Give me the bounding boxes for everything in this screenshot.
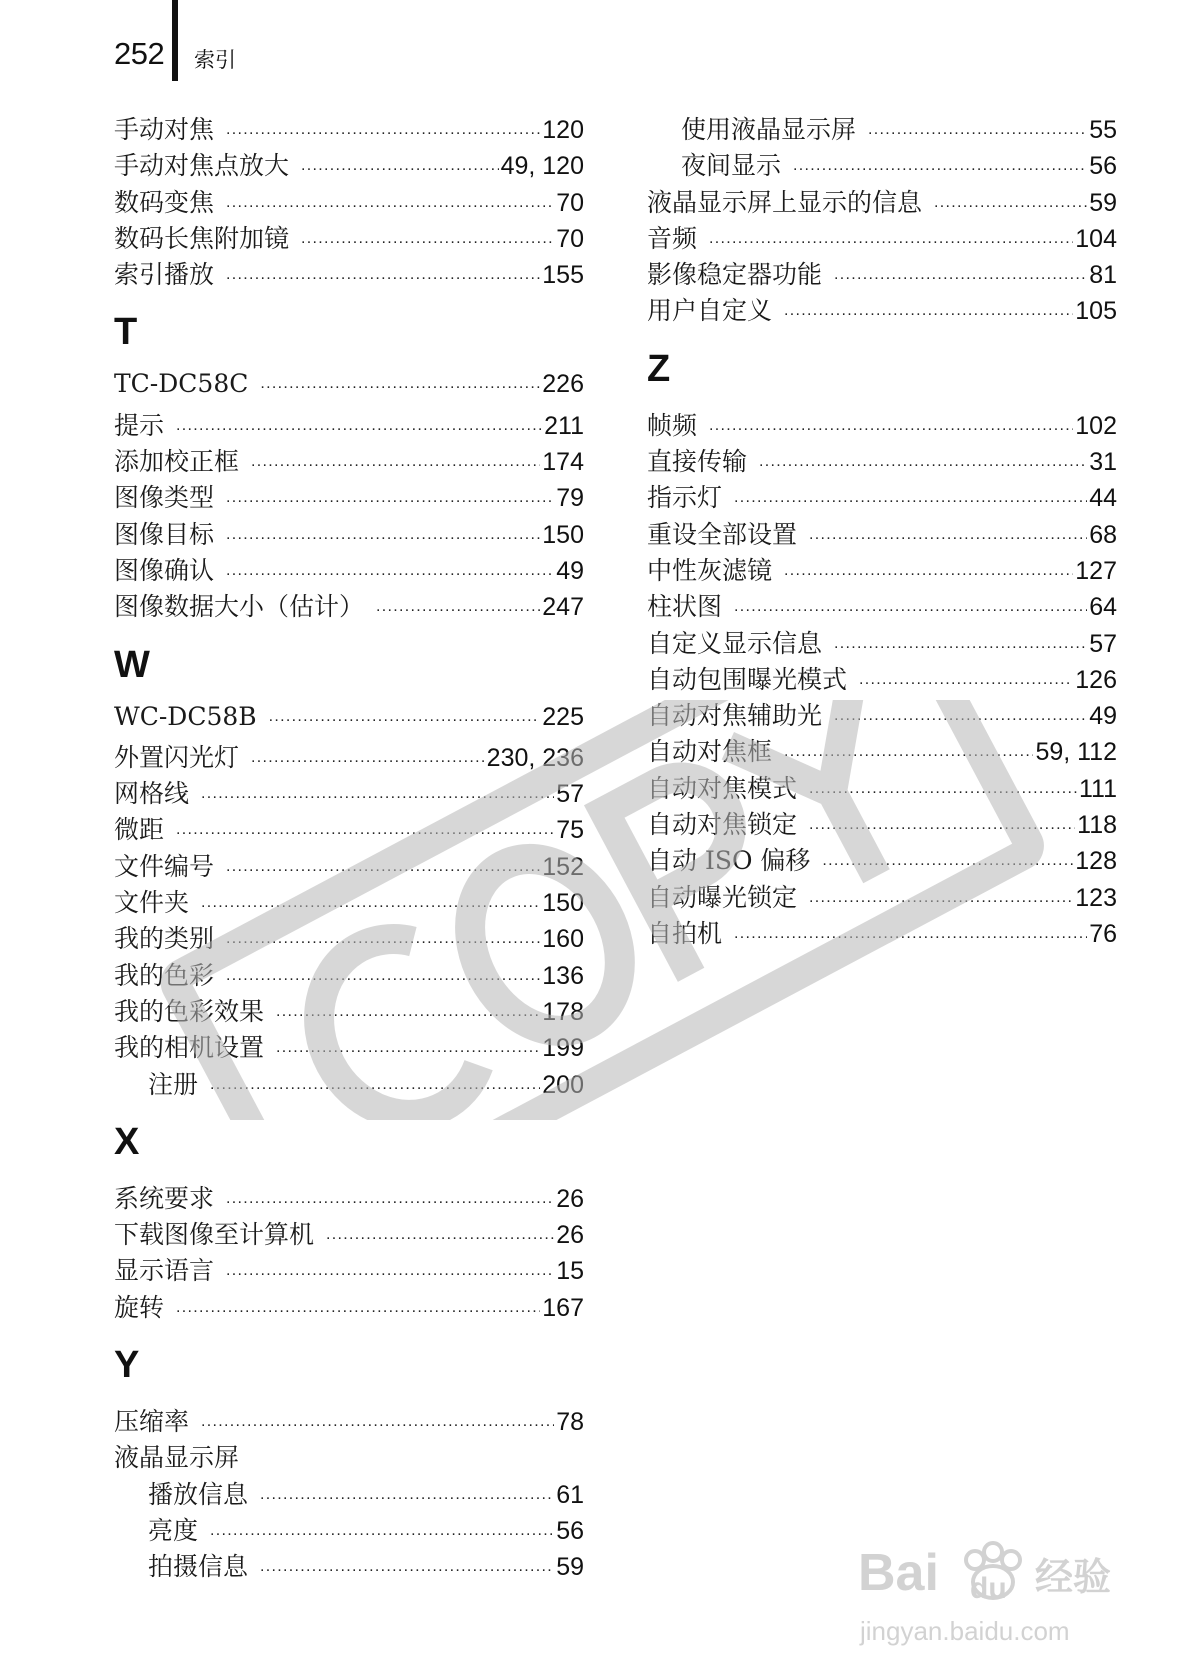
entry-term: WC-DC58B <box>114 701 257 731</box>
entry-term: 添加校正框 <box>114 447 240 477</box>
dot-leader <box>276 1003 540 1021</box>
dot-leader <box>176 1299 540 1317</box>
entry-term: 夜间显示 <box>681 151 782 181</box>
dot-leader <box>251 453 540 471</box>
entry-term: 自拍机 <box>647 918 723 948</box>
index-entry <box>114 738 584 774</box>
index-entry <box>114 551 584 587</box>
index-entry <box>647 478 1117 514</box>
entry-term: 中性灰滤镜 <box>647 555 773 585</box>
index-entry <box>647 219 1117 255</box>
entry-term: 微距 <box>114 815 165 845</box>
entry-page-number: 104 <box>1075 224 1117 253</box>
entry-page-number: 200 <box>542 1070 584 1099</box>
dot-leader <box>269 708 541 726</box>
entry-term: 图像确认 <box>114 555 215 585</box>
index-letter-heading: X <box>114 1120 140 1163</box>
entry-term: 提示 <box>114 410 165 440</box>
entry-page-number: 155 <box>542 261 584 290</box>
index-entry <box>647 255 1117 291</box>
dot-leader <box>201 1413 554 1431</box>
entry-page-number: 75 <box>556 816 584 845</box>
entry-page-number: 118 <box>1077 811 1117 840</box>
entry-page-number: 26 <box>556 1184 584 1213</box>
dot-leader <box>822 852 1073 870</box>
index-column-right <box>647 110 1117 950</box>
entry-term: 自定义显示信息 <box>647 628 823 658</box>
dot-leader <box>226 1190 554 1208</box>
index-subentry <box>647 146 1117 182</box>
index-entry <box>114 1215 584 1251</box>
dot-leader <box>809 526 1087 544</box>
section-title: 索引 <box>194 48 236 72</box>
entry-page-number: 247 <box>542 593 584 622</box>
entry-term: 音频 <box>647 223 698 253</box>
entry-term: 自动包围曝光模式 <box>647 664 848 694</box>
dot-leader <box>176 821 554 839</box>
dot-leader <box>809 816 1075 834</box>
entry-page-number: 76 <box>1089 919 1117 948</box>
dot-leader <box>251 749 485 767</box>
entry-term: 自动对焦框 <box>647 737 773 767</box>
index-entry <box>114 255 584 291</box>
dot-leader <box>210 1522 554 1540</box>
entry-page-number: 59, 112 <box>1035 738 1117 767</box>
index-entry <box>647 587 1117 623</box>
dot-leader <box>226 121 540 139</box>
entry-term: 我的色彩 <box>114 960 215 990</box>
entry-term: 手动对焦点放大 <box>114 151 290 181</box>
entry-term: 图像目标 <box>114 519 215 549</box>
dot-leader <box>226 930 540 948</box>
index-entry <box>647 805 1117 841</box>
index-subentry <box>647 110 1117 146</box>
baidu-du: du <box>970 1572 1007 1605</box>
entry-term: 液晶显示屏 <box>114 1443 240 1473</box>
entry-page-number: 230, 236 <box>486 743 584 772</box>
dot-leader <box>201 894 540 912</box>
entry-term: 影像稳定器功能 <box>647 260 823 290</box>
entry-page-number: 49 <box>1089 702 1117 731</box>
entry-page-number: 105 <box>1075 297 1117 326</box>
dot-leader <box>709 417 1073 435</box>
dot-leader <box>784 562 1073 580</box>
index-subentry <box>114 1475 584 1511</box>
dot-leader <box>784 302 1073 320</box>
dot-leader <box>859 671 1073 689</box>
entry-term: 拍摄信息 <box>148 1552 249 1582</box>
entry-term: 自动对焦辅助光 <box>647 701 823 731</box>
index-entry <box>114 702 584 738</box>
entry-page-number: 160 <box>542 925 584 954</box>
entry-term: 使用液晶显示屏 <box>681 115 857 144</box>
index-subentry <box>114 1065 584 1101</box>
entry-term: 显示语言 <box>114 1256 215 1286</box>
dot-leader <box>301 157 499 175</box>
index-entry <box>114 478 584 514</box>
entry-term: 外置闪光灯 <box>114 742 240 772</box>
dot-leader <box>326 1226 554 1244</box>
entry-term: 自动对焦锁定 <box>647 810 798 840</box>
index-entry <box>647 914 1117 950</box>
index-letter-heading: W <box>114 643 150 686</box>
entry-page-number: 59 <box>556 1553 584 1582</box>
entry-page-number: 68 <box>1089 520 1117 549</box>
entry-term: 系统要求 <box>114 1183 215 1213</box>
index-entry <box>647 442 1117 478</box>
entry-term: 文件编号 <box>114 851 215 881</box>
index-entry <box>114 442 584 478</box>
dot-leader <box>176 417 542 435</box>
dot-leader <box>793 157 1087 175</box>
entry-page-number: 26 <box>556 1221 584 1250</box>
index-entry <box>647 551 1117 587</box>
entry-page-number: 79 <box>556 484 584 513</box>
index-entry <box>114 847 584 883</box>
index-letter-heading: Z <box>647 347 671 390</box>
entry-term: 指示灯 <box>647 483 723 513</box>
index-entry <box>647 696 1117 732</box>
entry-page-number: 167 <box>542 1293 584 1322</box>
entry-term: 直接传输 <box>647 447 748 477</box>
entry-page-number: 49 <box>556 556 584 585</box>
entry-term: 播放信息 <box>148 1479 249 1509</box>
entry-term: 我的类别 <box>114 924 215 954</box>
index-column-left <box>114 110 584 1584</box>
entry-term: 下载图像至计算机 <box>114 1220 315 1250</box>
dot-leader <box>734 489 1087 507</box>
dot-leader <box>226 858 540 876</box>
entry-page-number: 102 <box>1075 411 1117 440</box>
index-entry <box>114 515 584 551</box>
index-entry <box>114 369 584 405</box>
entry-page-number: 49, 120 <box>500 152 584 181</box>
index-entry <box>114 1028 584 1064</box>
dot-leader <box>834 266 1087 284</box>
dot-leader <box>834 707 1087 725</box>
entry-term: 网格线 <box>114 779 190 809</box>
index-entry <box>114 110 584 146</box>
entry-term: 液晶显示屏上显示的信息 <box>647 187 923 217</box>
index-entry <box>647 624 1117 660</box>
dot-leader <box>226 967 540 985</box>
index-entry <box>114 883 584 919</box>
index-entry <box>114 774 584 810</box>
entry-page-number: 225 <box>542 702 584 731</box>
entry-term: 帧频 <box>647 410 698 440</box>
baidu-wordmark: Bai <box>858 1544 939 1602</box>
baidu-jingyan-text: 经验 <box>1035 1555 1112 1599</box>
entry-term: 图像类型 <box>114 483 215 513</box>
entry-page-number: 57 <box>1089 629 1117 658</box>
index-entry <box>114 956 584 992</box>
entry-term: 自动 ISO 偏移 <box>647 846 811 876</box>
dot-leader <box>226 562 554 580</box>
dot-leader <box>260 1558 554 1576</box>
index-entry <box>114 146 584 182</box>
dot-leader <box>784 743 1033 761</box>
entry-page-number: 61 <box>556 1480 584 1509</box>
entry-term: 数码长焦附加镜 <box>114 223 290 253</box>
entry-page-number: 136 <box>542 961 584 990</box>
entry-term: 自动曝光锁定 <box>647 882 798 912</box>
dot-leader <box>376 598 540 616</box>
baidu-url: jingyan.baidu.com <box>860 1616 1070 1646</box>
dot-leader <box>809 780 1077 798</box>
entry-page-number: 211 <box>544 411 584 440</box>
entry-term: 文件夹 <box>114 888 190 918</box>
index-entry <box>114 406 584 442</box>
entry-page-number: 126 <box>1075 665 1117 694</box>
baidu-jingyan-logo <box>850 1520 1150 1660</box>
dot-leader <box>260 375 540 393</box>
entry-term: 压缩率 <box>114 1407 190 1437</box>
index-entry <box>647 878 1117 914</box>
index-entry <box>114 1179 584 1215</box>
index-entry <box>647 660 1117 696</box>
entry-page-number: 120 <box>542 116 584 144</box>
index-entry <box>647 841 1117 877</box>
index-entry <box>114 992 584 1028</box>
index-entry <box>114 1288 584 1324</box>
dot-leader <box>226 194 554 212</box>
dot-leader <box>276 1039 540 1057</box>
entry-term: 注册 <box>148 1069 199 1099</box>
entry-page-number: 78 <box>556 1408 584 1437</box>
entry-page-number: 128 <box>1075 847 1117 876</box>
entry-page-number: 174 <box>542 448 584 477</box>
entry-page-number: 199 <box>542 1034 584 1063</box>
dot-leader <box>301 230 554 248</box>
index-subentry <box>114 1511 584 1547</box>
index-entry <box>114 810 584 846</box>
entry-term: 索引播放 <box>114 260 215 290</box>
dot-leader <box>834 635 1087 653</box>
entry-page-number: 70 <box>556 188 584 217</box>
index-entry <box>114 1402 584 1438</box>
dot-leader <box>201 785 554 803</box>
dot-leader <box>260 1486 554 1504</box>
entry-term: 亮度 <box>148 1515 199 1545</box>
entry-term: 自动对焦模式 <box>647 773 798 803</box>
dot-leader <box>226 526 540 544</box>
index-entry <box>114 1438 584 1474</box>
entry-page-number: 150 <box>542 520 584 549</box>
dot-leader <box>226 489 554 507</box>
entry-page-number: 152 <box>542 852 584 881</box>
entry-term: 图像数据大小（估计） <box>114 592 365 622</box>
entry-page-number: 178 <box>542 997 584 1026</box>
index-letter-heading: T <box>114 311 138 354</box>
entry-page-number: 70 <box>556 224 584 253</box>
entry-term: 数码变焦 <box>114 187 215 217</box>
entry-term: 柱状图 <box>647 592 723 622</box>
entry-page-number: 44 <box>1089 484 1117 513</box>
index-entry <box>647 406 1117 442</box>
dot-leader <box>734 925 1087 943</box>
dot-leader <box>734 598 1087 616</box>
entry-page-number: 59 <box>1089 188 1117 217</box>
entry-page-number: 31 <box>1089 448 1117 477</box>
entry-page-number: 226 <box>542 370 584 399</box>
index-entry <box>647 732 1117 768</box>
entry-term: 旋转 <box>114 1292 165 1322</box>
entry-term: TC-DC58C <box>114 369 249 399</box>
entry-page-number: 64 <box>1089 593 1117 622</box>
entry-page-number: 55 <box>1089 116 1117 144</box>
dot-leader <box>226 266 540 284</box>
dot-leader <box>210 1076 540 1094</box>
entry-page-number: 15 <box>556 1257 584 1286</box>
header-divider <box>172 0 178 81</box>
index-entry <box>647 291 1117 327</box>
index-entry <box>114 183 584 219</box>
dot-leader <box>868 121 1087 139</box>
page-number: 252 <box>114 36 165 71</box>
entry-term: 手动对焦 <box>114 115 215 144</box>
entry-term: 重设全部设置 <box>647 519 798 549</box>
entry-term: 我的色彩效果 <box>114 996 265 1026</box>
entry-page-number: 81 <box>1089 261 1117 290</box>
dot-leader <box>809 889 1073 907</box>
entry-page-number: 56 <box>1089 152 1117 181</box>
entry-page-number: 127 <box>1075 556 1117 585</box>
entry-page-number: 123 <box>1075 883 1117 912</box>
index-letter-heading: Y <box>114 1344 140 1387</box>
entry-page-number: 56 <box>556 1516 584 1545</box>
entry-page-number: 57 <box>556 780 584 809</box>
index-entry <box>114 219 584 255</box>
paw-icon <box>966 1543 1020 1598</box>
index-entry <box>114 1251 584 1287</box>
index-entry <box>647 515 1117 551</box>
entry-page-number: 111 <box>1078 774 1117 803</box>
entry-page-number: 150 <box>542 889 584 918</box>
dot-leader <box>709 230 1073 248</box>
dot-leader <box>934 194 1087 212</box>
entry-term: 用户自定义 <box>647 296 773 326</box>
index-entry <box>647 769 1117 805</box>
index-subentry <box>114 1547 584 1583</box>
dot-leader <box>226 1262 554 1280</box>
index-entry <box>114 919 584 955</box>
page-header <box>114 0 414 82</box>
index-entry <box>114 587 584 623</box>
index-entry <box>647 183 1117 219</box>
entry-term: 我的相机设置 <box>114 1033 265 1063</box>
dot-leader <box>759 453 1087 471</box>
